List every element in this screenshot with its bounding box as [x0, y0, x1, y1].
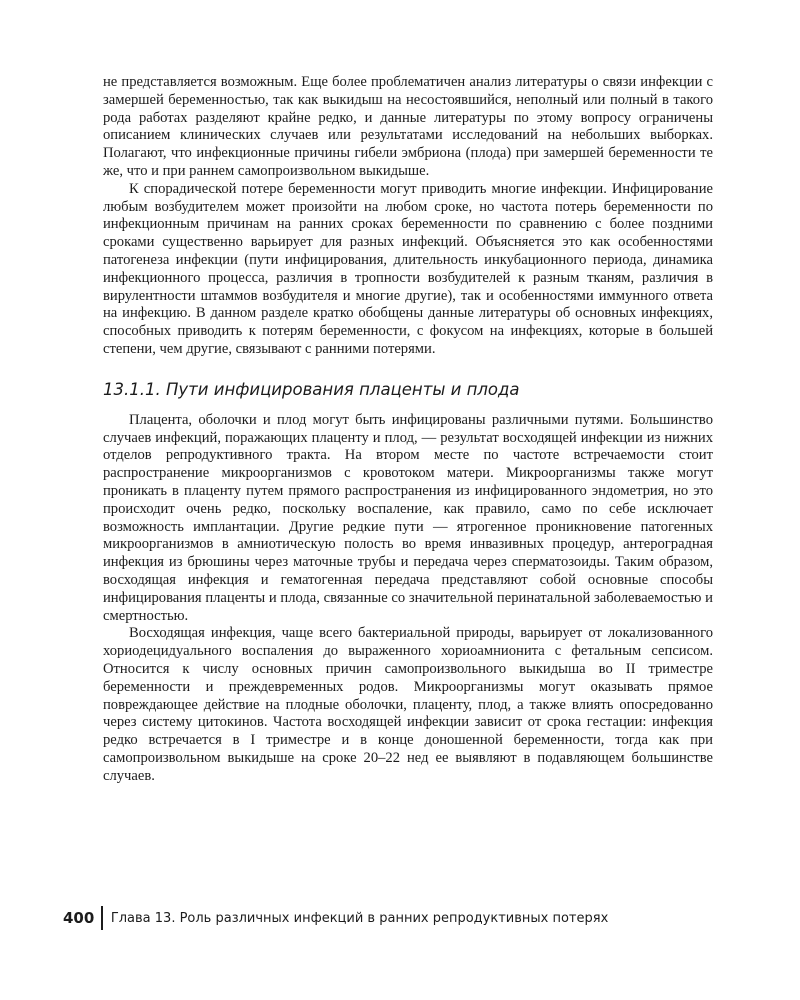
paragraph-continuation: не представляется возможным. Еще более проблематичен анализ литературы о связи инфекции с замершей беременностью, так как выкидыш на несостоявшийся, неполный или полный в такого рода работах разделяют крайне редко, и данные литературы по этому вопросу ограничены описанием клинических случаев или результатами исследований на небольших выборках. Полагают, что инфекционные причины гибели эмбриона (плода) при замершей беременности те же, что и при раннем самопроизвольном выкидыше. [103, 74, 713, 179]
page-number: 400 [63, 909, 95, 927]
paragraph-ascending-infection: Восходящая инфекция, чаще всего бактериальной природы, варьирует от локализованного хориодецидуального воспаления до выраженного хориоамнионита с фетальным сепсисом. Относится к числу основных причин самопроизвольного выкидыша во II триместре беременности и преждевременных родов. Микроорганизмы могут оказывать прямое повреждающее действие на плодные оболочки, плаценту, плод, а также влиять опосредованно через систему цитокинов. Частота восходящей инфекции зависит от срока гестации: инфекция редко встречается в I триместре и в конце доношенной беременности, тогда как при самопроизвольном выкидыше на сроке 20–22 нед ее выявляют в подавляющем большинстве случаев. [103, 625, 713, 784]
body-text [103, 74, 713, 785]
footer-divider [101, 906, 103, 930]
paragraph-infection-routes: Плацента, оболочки и плод могут быть инфицированы различными путями. Большинство случаев инфекций, поражающих плаценту и плод, — результат восходящей инфекции из нижних отделов репродуктивного тракта. На втором месте по частоте встречаемости стоит распространение микроорганизмов с кровотоком матери. Микроорганизмы также могут проникать в плаценту путем прямого распространения из инфицированного эндометрия, но это происходит очень редко, поскольку воспаление, как правило, само по себе исключает возможность имплантации. Другие редкие пути — ятрогенное проникновение патогенных микроорганизмов в амниотическую полость во время инвазивных процедур, антероградная инфекция из брюшины через маточные трубы и передача через сперматозоиды. Таким образом, восходящая инфекция и гематогенная передача представляют собой основные способы инфицирования плаценты и плода, связанные со значительной перинатальной заболеваемостью и смертностью. [103, 411, 713, 624]
page-footer [63, 906, 608, 930]
paragraph-sporadic-loss: К спорадической потере беременности могут приводить многие инфекции. Инфицирование любым возбудителем может произойти на любом сроке, но частота потерь беременности по инфекционным причинам на ранних сроках беременности по сравнению с более поздними сроками существенно варьирует для разных инфекций. Объясняется это как особенностями патогенеза инфекции (пути инфицирования, длительность инкубационного периода, динамика инфекционного процесса, различия в тропности возбудителей к разным тканям, различия в вирулентности штаммов возбудителя и многие другие), так и особенностями иммунного ответа на инфекцию. В данном разделе кратко обобщены данные литературы об основных инфекциях, способных приводить к потерям беременности, с фокусом на инфекциях, которые в большей степени, чем другие, связывают с ранними потерями. [103, 180, 713, 357]
section-heading: 13.1.1. Пути инфицирования плаценты и плода [103, 379, 520, 399]
running-chapter-title: Глава 13. Роль различных инфекций в ранних репродуктивных потерях [110, 910, 609, 926]
